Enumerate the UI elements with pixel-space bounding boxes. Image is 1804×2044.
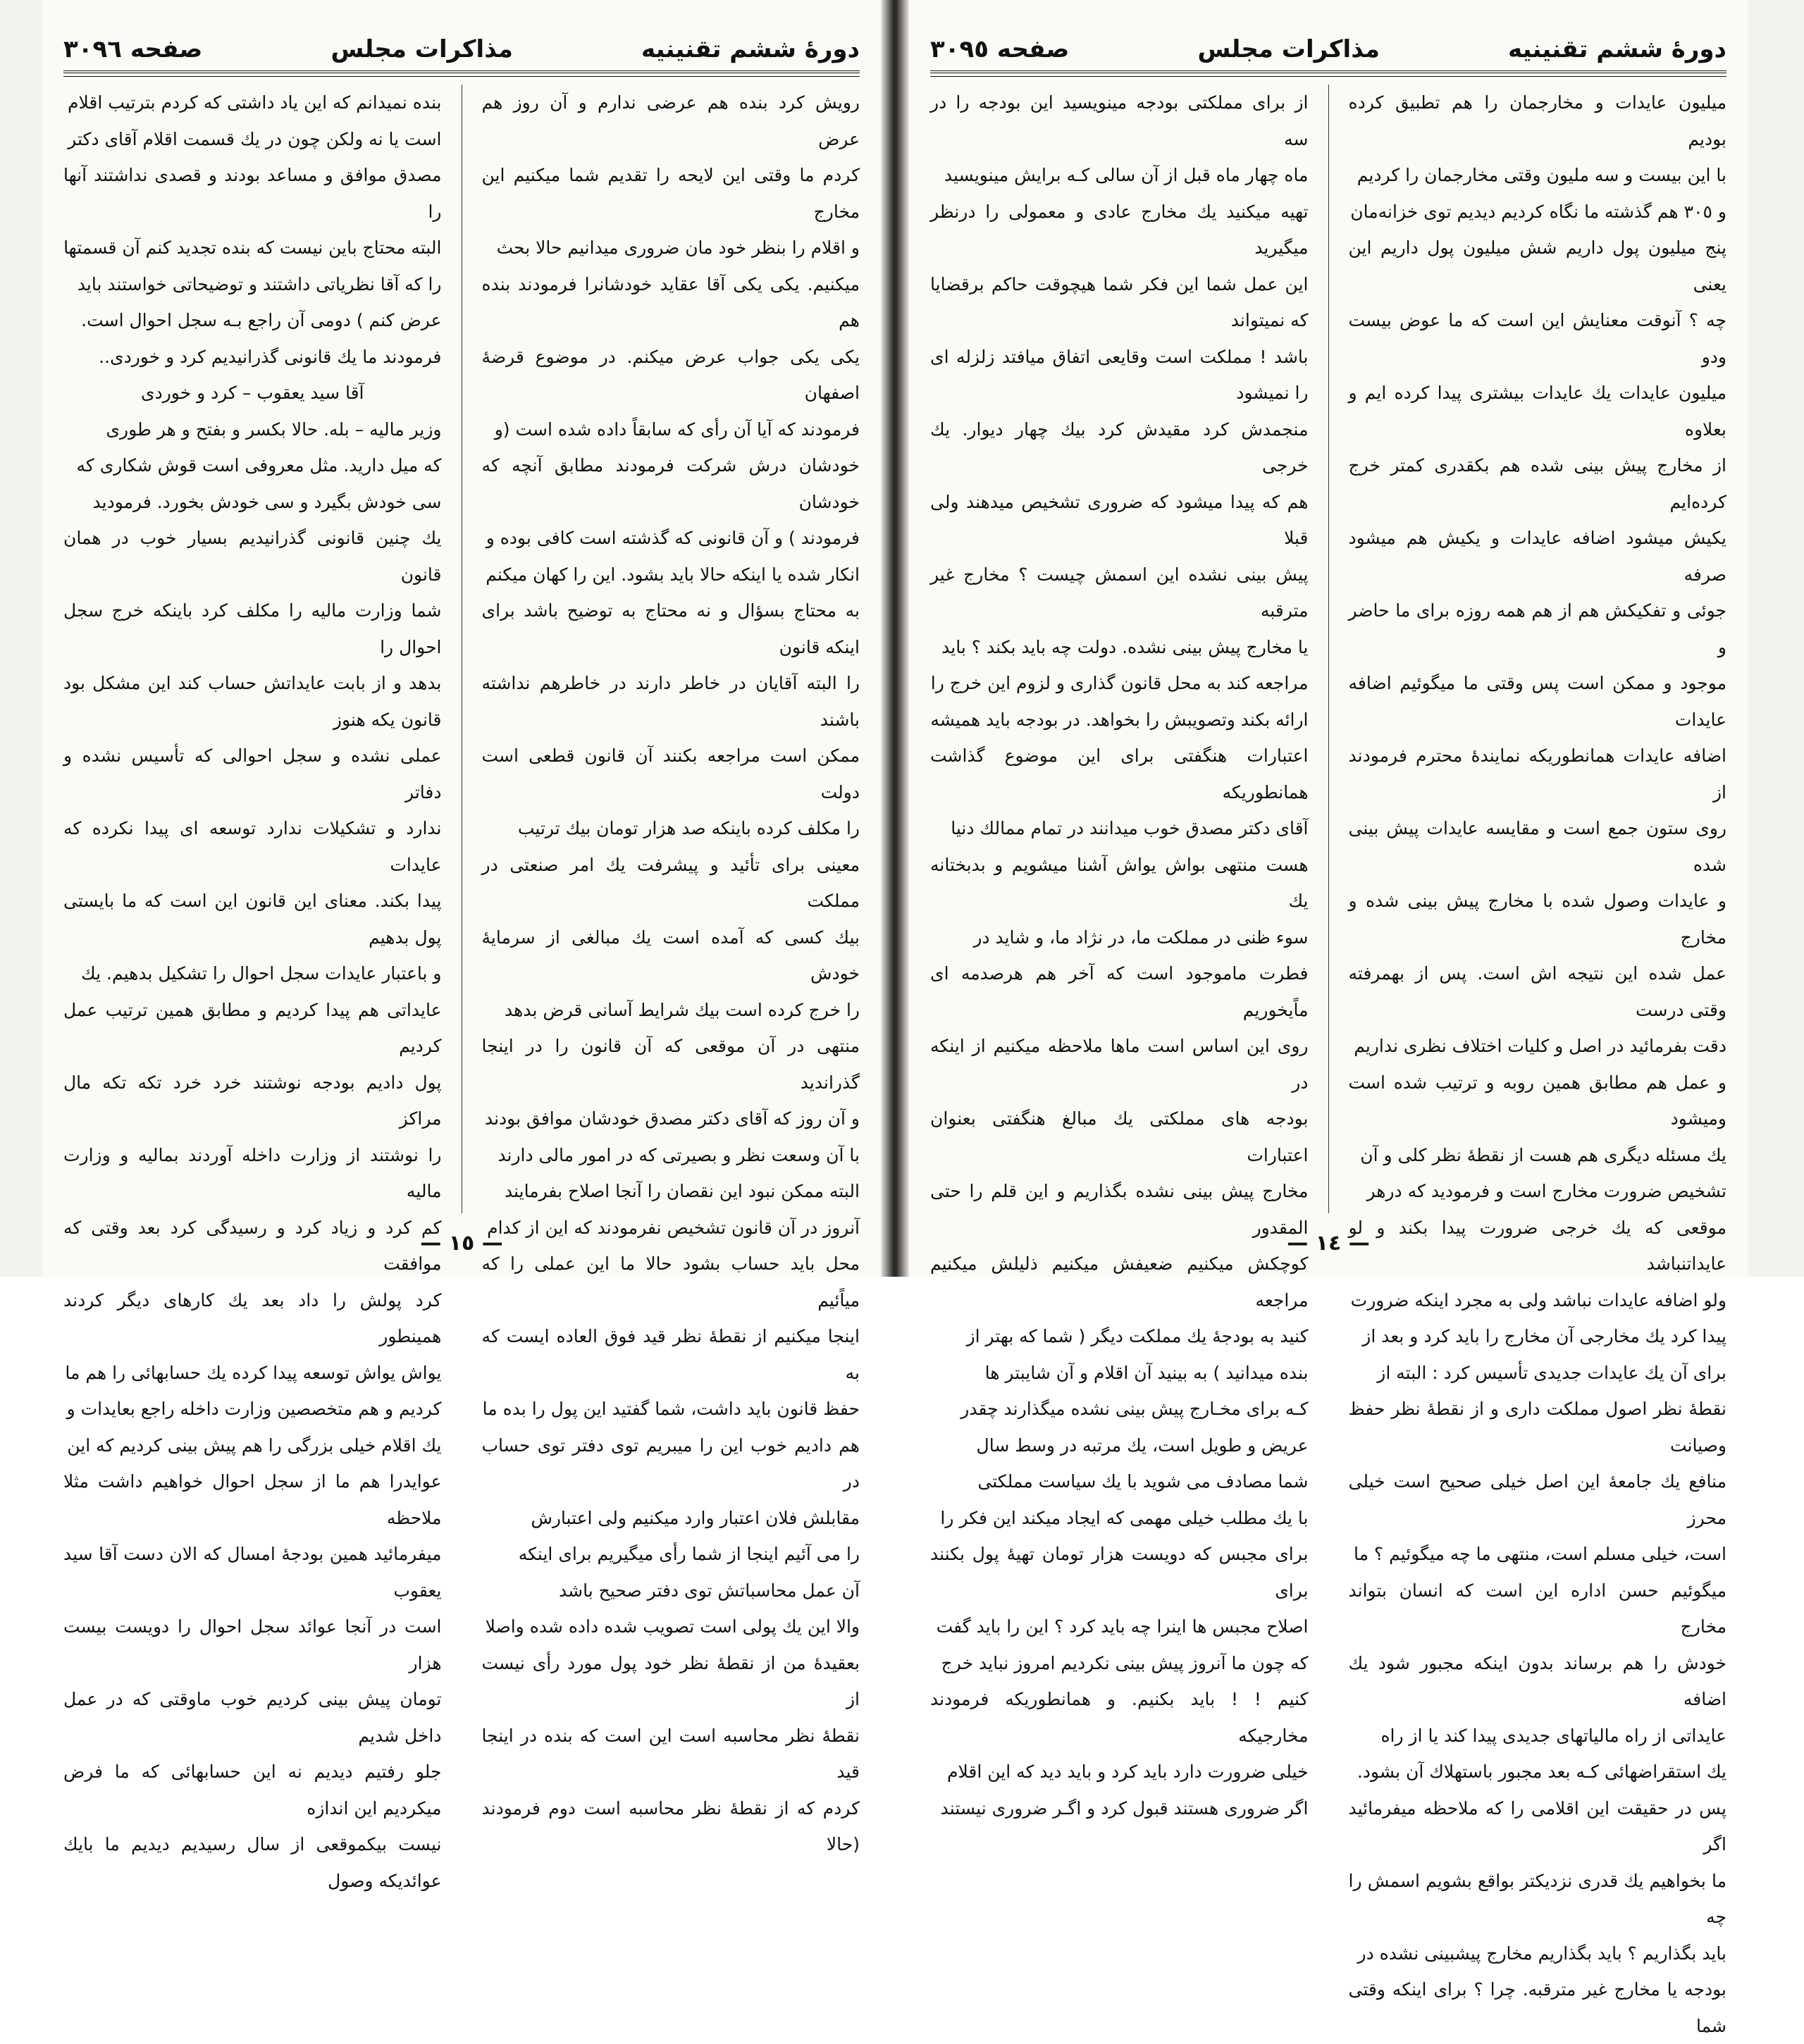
page-folio: — ١٤ — xyxy=(1287,1231,1370,1256)
column-divider xyxy=(1328,85,1329,1213)
header-rule xyxy=(63,70,860,73)
header-title: مذاکرات مجلس xyxy=(1197,35,1380,63)
page-header xyxy=(930,28,1726,70)
book-gutter xyxy=(881,0,909,1277)
header-title: مذاکرات مجلس xyxy=(330,35,513,63)
column-text: بنده نمیدانم که این یاد داشتی که کردم بترتیب اقلام است یا نه ولکن چون در یك قسمت اقلام آقای دکتر مصدق موافق و مساعد بودند و قصدی نداشتند آنها را البته محتاج باین نیست که بنده تجدید کنم آن قسمتها را که آقا نظریاتی داشتند و توضیحاتی خواستند باید عرض کنم ) دومی آن راجع بـه سجل احوال است. فرمودند ما یك قانونی گذرانیدیم کرد و خوردی.. xyxy=(63,92,442,367)
column-text: رویش کرد بنده هم عرضی ندارم و آن روز هم عرض کردم ما وقتی این لایحه را تقدیم شما میکنیم این مخارج و اقلام را بنظر خود مان ضروری میدانیم حالا بحث میکنیم. یکی یکی آقا عقاید خودشانرا فرمودند بنده هم یکی یکی جواب عرض میکنم. در موضوع قرضهٔ اصفهان فرمودند که آیا آن رأی که سابقاً داده شده است (و خودشان درش شرکت فرمودند مطابق آنچه که خودشان فرمودند ) و آن قانونی که گذشته است کافی بوده و انکار شده یا اینکه حالا باید بشود. این را کهان میکنم به محتاج بسؤال و نه محتاج به توضیح باشد برای اینکه قانون را البته آقایان در خاطر دارند در خاطرهم نداشته باشند ممکن است مراجعه بکنند آن قانون قطعی است دولت را مکلف کرده باینکه صد هزار تومان بیك ترتیب معینی برای تأئید و پیشرفت یك امر صنعتی در مملکت بیك کسی که آمده است یك مبالغی از سرمایهٔ خودش را خرج کرده است بیك شرایط آسانی قرض بدهد منتهی در آن موقعی که آن قانون را در اینجا گذراندید و آن روز که آقای دکتر مصدق خودشان موافق بودند با آن وسعت نظر و بصیرتی که در امور مالی دارند البته ممکن نبود این نقصان را آنجا اصلاح بفرمایند آنروز در آن قانون تشخیص نفرمودند که این از کدام محل باید حساب بشود حالا ما این عملی را که میاًئیم اینجا میکنیم از نقطهٔ نظر قید فوق العاده ایست که به حفظ قانون باید داشت، شما گفتید این پول را بده ما هم دادیم خوب این را میبریم توی دفتر توی حساب در مقابلش فلان اعتبار وارد میکنیم ولی اعتبارش را می آئیم اینجا از شما رأی میگیریم برای اینکه آن عمل محاسباتش توی دفتر صحیح باشد والا این یك پولی است تصویب شده داده شده واصلا بعقیدهٔ من از نقطهٔ نظر خود پول مورد رأی نیست از نقطهٔ نظر محاسبه است این است که بنده در اینجا قید کردم که از نقطهٔ نظر محاسبه است دوم فرمودند (حالا xyxy=(481,92,860,1854)
column-left xyxy=(930,85,1309,1819)
header-page-number: صفحه ٣٠٩٥ xyxy=(930,35,1070,63)
header-rule-thin xyxy=(930,76,1726,77)
column-left xyxy=(63,85,442,1891)
column-text: میلیون عایدات و مخارجمان را هم تطبیق کرده بودیم با این بیست و سه ملیون وقتی مخارجمان را کردیم و ٣٠٥ هم گذشته ما نگاه کردیم دیدیم توی خزانه‌مان پنج میلیون پول داریم شش میلیون پول داریم این یعنی چه ؟ آنوقت معنایش این است که ما عوض بیست ودو میلیون عایدات یك عایدات بیشتری پیدا کرده ایم و بعلاوه از مخارج پیش بینی شده هم بکقدری کمتر خرج کرده‌ایم یکیش میشود اضافه عایدات و یکیش هم میشود صرفه جوئی و تفکیکش هم از هم همه روزه برای ما حاضر و موجود و ممکن است پس وقتی ما میگوئیم اضافه عایدات اضافه عایدات همانطوریکه نمایندهٔ محترم فرمودند از روی ستون جمع است و مقایسه عایدات پیش بینی شده و عایدات وصول شده با مخارج پیش بینی شده و مخارج عمل شده این نتیجه اش است. پس از بهمرفته وقتی درست دقت بفرمائید در اصل و کلیات اختلاف نظری نداریم و عمل هم مطابق همین روبه و ترتیب شده است ومیشود یك مسئله دیگری هم هست از نقطهٔ نظر کلی و آن تشخیص ضرورت مخارج است و فرمودید که درهر موقعی که یك خرجی ضرورت پیدا بکند و لو عایداتنباشد ولو اضافه عایدات نباشد ولی به مجرد اینکه ضرورت پیدا کرد یك مخارجی آن مخارج را باید کرد و بعد از برای آن یك عایدات جدیدی تأسیس کرد : البته از نقطهٔ نظر اصول مملکت داری و از نقطهٔ نظر حفظ وصیانت منافع یك جامعهٔ این اصل خیلی صحیح است خیلی محرز است، خیلی مسلم است، منتهی ما چه میگوئیم ؟ ما میگوئیم حسن اداره این است که انسان بتواند مخارج خودش را هم برساند بدون اینکه مجبور شود یك اضافه عایداتی از راه مالیاتهای جدیدی پیدا کند یا از راه یك استقراضهائی کـه بعد مجبور باستهلاك آن بشود. پس در حقیقت این اقلامی را که ملاحظه میفرمائید اگر ما بخواهیم یك قدری نزدیکتر بواقع بشویم اسمش را چه باید بگذاریم ؟ باید بگذاریم مخارج پیشبینی نشده در بودجه یا مخارج غیر مترقبه. چرا ؟ برای اینکه وقتی شما xyxy=(1348,92,1726,2036)
page-header xyxy=(63,28,860,70)
page-3096 xyxy=(42,0,881,1891)
page-3095 xyxy=(909,0,1748,2036)
header-rule xyxy=(930,70,1726,73)
header-page-number: صفحه ٣٠٩٦ xyxy=(63,35,203,63)
column-text: از برای مملکتی بودجه مینویسید این بودجه را در سه ماه چهار ماه قبل از آن سالی کـه برایش مینویسید تهیه میکنید یك مخارج عادی و معمولی را درنظر میگیرید این عمل شما این فکر شما هیچوقت حاکم برقضایا که نمیتواند باشد ! مملکت است وقایعی اتفاق میافتد زلزله ای را نمیشود منجمدش کرد مقیدش کرد بیك چهار دیوار. یك خرجی هم که پیدا میشود که ضروری تشخیص میدهند ولی قبلا پیش بینی نشده این اسمش چیست ؟ مخارج غیر مترقبه یا مخارج پیش بینی نشده. دولت چه باید بکند ؟ باید مراجعه کند به محل قانون گذاری و لزوم این خرج را ارائه بکند وتصویبش را بخواهد. در بودجه باید همیشه اعتبارات هنگفتی برای این موضوع گذاشت همانطوریکه آقای دکتر مصدق خوب میدانند در تمام ممالك دنیا هست منتهی بواش یواش آشنا میشویم و بدبختانه یك سوء ظنی در مملکت ما، در نژاد ما، و شاید در فطرت ماموجود است که آخر هم هرصدمه ای ماًیخوریم روی این اساس است ماها ملاحظه میکنیم از اینکه در بودجه های مملکتی یك مبالغ هنگفتی بعنوان اعتبارات مخارج پیش بینی نشده بگذاریم و این قلم را حتی المقدور کوچکش میکنیم ضعیفش میکنیم ذلیلش میکنیم مراجعه کنید به بودجهٔ یك مملکت دیگر ( شما که بهتر از بنده میدانید ) به بینید آن اقلام و آن شایبتر ها کـه برای مخـارج پیش بینی نشده میگذارند چقدر عریض و طویل است، یك مرتبه در وسط سال شما مصادف می شوید با یك سیاست مملکتی با یك مطلب خیلی مهمی که ایجاد میکند این فکر را برای مجبس که دویست هزار تومان تهیهٔ پول بکنند برای اصلاح مجبس ها اینرا چه باید کرد ؟ این را باید گفت که چون ما آنروز پیش بینی نکردیم امروز نباید خرج کنیم ! ! باید بکنیم. و همانطوریکه فرمودند مخارجیکه خیلی ضرورت دارد باید کرد و باید دید که این اقلام اگر ضروری هستند قبول کرد و اگـر ضروری نیستند xyxy=(930,92,1309,1819)
header-session: دورۀ ششم تقنینیه xyxy=(641,35,860,63)
speaker-heading: آقا سید یعقوب – کرد و خوردی xyxy=(141,383,364,403)
column-text: وزیر مالیه – بله. حالا بکسر و بفتح و هر طوری که میل دارید. مثل معروفی است قوش شکاری که سی خودش بگیرد و سی خودش بخورد. فرمودید یك چنین قانونی گذرانیدیم بسیار خوب در همان قانون شما وزارت مالیه را مکلف کرد باینکه خرج سجل احوال را بدهد و از بابت عایداتش حساب کند این مشکل بود قانون یکه هنوز عملی نشده و سجل احوالی که تأسیس نشده و دفاتر ندارد و تشکیلات ندارد توسعه ای پیدا نکرده که عایدات پیدا بکند. معنای این قانون این است که ما بایستی پول بدهیم و باعتبار عایدات سجل احوال را تشکیل بدهیم. یك عایداتی هم پیدا کردیم و مطابق همین ترتیب عمل کردیم پول دادیم بودجه نوشتند خرد خرد تکه تکه مال مراکز را نوشتند از وزارت داخله آوردند بمالیه و وزارت مالیه کم کرد و زیاد کرد و رسیدگی کرد بعد وقتی که موافقت کرد پولش را داد بعد یك کارهای دیگر کردند همینطور یواش یواش توسعه پیدا کرده یك حسابهائی را هم ما کردیم و هم متخصصین وزارت داخله راجع بعایدات و یك اقلام خیلی بزرگی را هم پیش بینی کردیم که این عوایدرا هم ما از سجل احوال خواهیم داشت مثلا ملاحظه میفرمائید همین بودجهٔ امسال که الان دست آقا سید یعقوب است در آنجا عوائد سجل احوال را دویست بیست هزار تومان پیش بینی کردیم خوب ماوقتی که در عمل داخل شدیم جلو رفتیم دیدیم نه این حسابهائی که ما فرض میکردیم این اندازه نیست بیکموقعی از سال رسیدیم دیدیم ما بایك عوائدیکه وصول xyxy=(63,419,442,1891)
page-folio: — ١٥ — xyxy=(420,1231,503,1256)
header-rule-thin xyxy=(63,76,860,77)
column-right xyxy=(1348,85,1727,2036)
column-right xyxy=(481,85,860,1854)
header-session: دورۀ ششم تقنینیه xyxy=(1508,35,1726,63)
